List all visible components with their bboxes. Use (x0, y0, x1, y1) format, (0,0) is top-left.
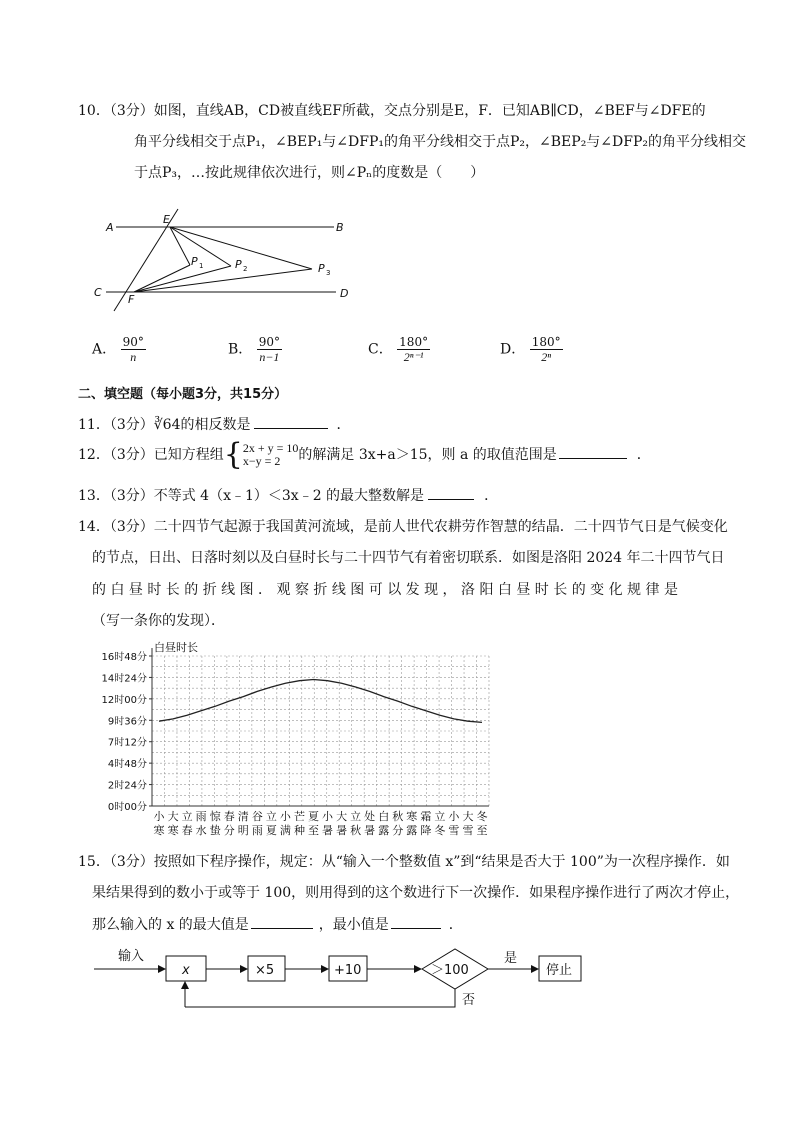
x-tick-label-bottom: 冬 (434, 824, 446, 837)
x-tick-label-top: 夏 (307, 810, 319, 823)
q13-answer-blank[interactable] (428, 485, 474, 500)
x-tick-label-top: 谷 (251, 810, 263, 823)
flow-cond-label: ＞100 (431, 963, 469, 978)
x-tick-label-bottom: 雪 (462, 824, 474, 837)
x-tick-label-bottom: 春 (181, 824, 193, 837)
x-tick-label-top: 小 (153, 810, 165, 823)
label-c: C (94, 286, 102, 299)
x-tick-label-top: 白 (378, 810, 390, 823)
svg-text:3: 3 (326, 269, 331, 277)
q12-equation-system: 2x + y = 10 x−y = 2 (242, 441, 299, 468)
x-tick-label-bottom: 秋 (350, 824, 362, 837)
y-tick-label: 9时36分 (107, 716, 147, 728)
label-f: F (128, 293, 135, 306)
q10-option-a: A． $\frac{90^\circ}{n}$ (92, 335, 144, 364)
x-tick-label-bottom: 分 (223, 824, 235, 837)
label-p1: P (191, 255, 198, 268)
q14-line4: （写一条你的发现）． (92, 613, 225, 629)
label-e: E (163, 213, 170, 226)
x-tick-label-top: 处 (364, 810, 376, 823)
x-tick-label-bottom: 暑 (322, 824, 334, 837)
x-tick-label-top: 立 (181, 810, 193, 823)
label-d: D (340, 287, 349, 300)
x-tick-label-bottom: 降 (420, 824, 432, 837)
q11: 11．（3分）∛64的相反数是 ． (78, 414, 350, 435)
q10-line3: 于点P₃，…按此规律依次进行，则∠Pₙ的度数是（ ） (134, 165, 485, 181)
x-tick-label-bottom: 寒 (167, 824, 179, 837)
q10-option-b: B． $\frac{90^\circ}{n-1}$ (228, 335, 281, 364)
q12: 12．（3分）已知方程组{ 2x + y = 10 x−y = 2 的解满足 3x+a＞15，则 a 的取值范围是 ． (78, 437, 651, 472)
x-tick-label-top: 惊 (209, 810, 221, 823)
q15-line1: 15．（3分）按照如下程序操作，规定：从“输入一个整数值 x”到“结果是否大于 100”为一次程序操作．如 (78, 854, 730, 870)
x-tick-label-top: 秋 (392, 810, 404, 823)
q10-line2: 角平分线相交于点P₁，∠BEP₁与∠DFP₁的角平分线相交于点P₂，∠BEP₂与∠DFP₂的角平分线相交 (134, 134, 747, 150)
q15-max-blank[interactable] (251, 914, 313, 929)
x-tick-label-top: 清 (237, 810, 249, 823)
y-tick-label: 16时48分 (101, 652, 147, 663)
y-tick-label: 0时00分 (107, 802, 147, 813)
x-tick-label-bottom: 水 (195, 824, 207, 837)
x-tick-label-bottom: 明 (237, 824, 249, 837)
svg-text:1: 1 (199, 262, 204, 270)
flow-no-label: 否 (462, 993, 476, 1008)
flow-x-label: x (182, 963, 190, 978)
x-tick-label-top: 大 (167, 810, 179, 823)
x-tick-label-top: 立 (434, 810, 446, 823)
x-tick-label-top: 小 (279, 810, 291, 823)
label-p3: P (318, 262, 325, 275)
flow-yes-label: 是 (504, 951, 518, 966)
y-tick-label: 14时24分 (101, 673, 147, 685)
q15-min-blank[interactable] (391, 914, 441, 929)
x-tick-label-top: 小 (322, 810, 334, 823)
q14-line1: 14．（3分）二十四节气起源于我国黄河流域，是前人世代农耕劳作智慧的结晶．二十四节气日是气候变化 (78, 519, 728, 535)
q14-line3: 的 白 昼 时 长 的 折 线 图 ． 观 察 折 线 图 可 以 发 现 ， 洛 阳 白 昼 时 长 的 变 化 规 律 是 (92, 582, 678, 598)
label-a: A (106, 221, 114, 234)
x-tick-label-top: 大 (462, 810, 474, 823)
q15-line3: 那么输入的 x 的最大值是 ，最小值是 ． (92, 914, 463, 935)
x-tick-label-bottom: 夏 (265, 824, 277, 837)
x-tick-label-bottom: 种 (293, 824, 305, 837)
q12-answer-blank[interactable] (559, 444, 627, 459)
q15-line2: 果结果得到的数小于或等于 100，则用得到的这个数进行下一次操作．如果程序操作进行了两次才停止， (92, 885, 740, 901)
x-tick-label-bottom: 至 (307, 824, 319, 837)
q13: 13．（3分）不等式 4（x﹣1）＜3x﹣2 的最大整数解是 ． (78, 485, 498, 506)
x-tick-label-bottom: 暑 (364, 824, 376, 837)
x-tick-label-top: 冬 (476, 810, 488, 823)
y-tick-label: 2时24分 (107, 780, 147, 792)
daylight-line-chart (90, 636, 500, 841)
q10-figure (90, 205, 370, 315)
y-tick-label: 12时00分 (101, 694, 147, 706)
q10-option-c: C． $\frac{180^\circ}{\text{2ⁿ⁻¹}}$ (368, 335, 429, 364)
x-tick-label-top: 立 (265, 810, 277, 823)
x-tick-label-top: 寒 (406, 810, 418, 823)
x-tick-label-top: 雨 (195, 810, 207, 823)
x-tick-label-top: 春 (223, 810, 235, 823)
y-tick-label: 4时48分 (107, 759, 147, 771)
x-tick-label-bottom: 暑 (336, 824, 348, 837)
q15-flowchart (90, 942, 600, 1014)
label-p2: P (235, 258, 242, 271)
x-tick-label-bottom: 雪 (448, 824, 460, 837)
flow-input-label: 输入 (118, 949, 145, 964)
x-tick-label-bottom: 雨 (251, 824, 263, 837)
x-tick-label-bottom: 露 (378, 824, 390, 837)
q10-text-1: 如图，直线AB，CD被直线EF所截，交点分别是E，F．已知AB∥CD，∠BEF与∠DFE的 (153, 103, 706, 119)
section-heading: 二、填空题（每小题3分，共15分） (78, 387, 288, 402)
q10-line1 (78, 101, 706, 121)
q10-number: 10．（3分） (78, 103, 154, 119)
y-tick-label: 7时12分 (107, 737, 147, 749)
svg-text:2: 2 (243, 265, 248, 273)
x-tick-label-bottom: 蛰 (209, 824, 221, 837)
flow-times5-label: ×5 (255, 963, 275, 978)
x-tick-label-top: 霜 (420, 810, 432, 823)
x-tick-label-bottom: 露 (406, 824, 418, 837)
x-tick-label-top: 大 (336, 810, 348, 823)
x-tick-label-bottom: 满 (279, 824, 291, 837)
x-tick-label-top: 立 (350, 810, 362, 823)
x-tick-label-top: 小 (448, 810, 460, 823)
q14-line2: 的节点，日出、日落时刻以及白昼时长与二十四节气有着密切联系．如图是洛阳 2024 年二十四节气日 (92, 550, 725, 566)
chart-title: 白昼时长 (154, 641, 198, 654)
flow-stop-label: 停止 (546, 963, 573, 978)
q11-radical: ∛64 (153, 417, 181, 433)
daylight-series-line (159, 680, 482, 723)
q10-option-d: D． $\frac{180^\circ}{\text{2ⁿ}}$ (500, 335, 561, 364)
label-b: B (336, 221, 344, 234)
flow-plus10-label: +10 (334, 963, 362, 978)
x-tick-label-bottom: 寒 (153, 824, 165, 837)
x-tick-label-top: 芒 (293, 810, 305, 823)
x-tick-label-bottom: 至 (476, 824, 488, 837)
x-tick-label-bottom: 分 (392, 824, 404, 837)
q11-answer-blank[interactable] (254, 414, 328, 429)
